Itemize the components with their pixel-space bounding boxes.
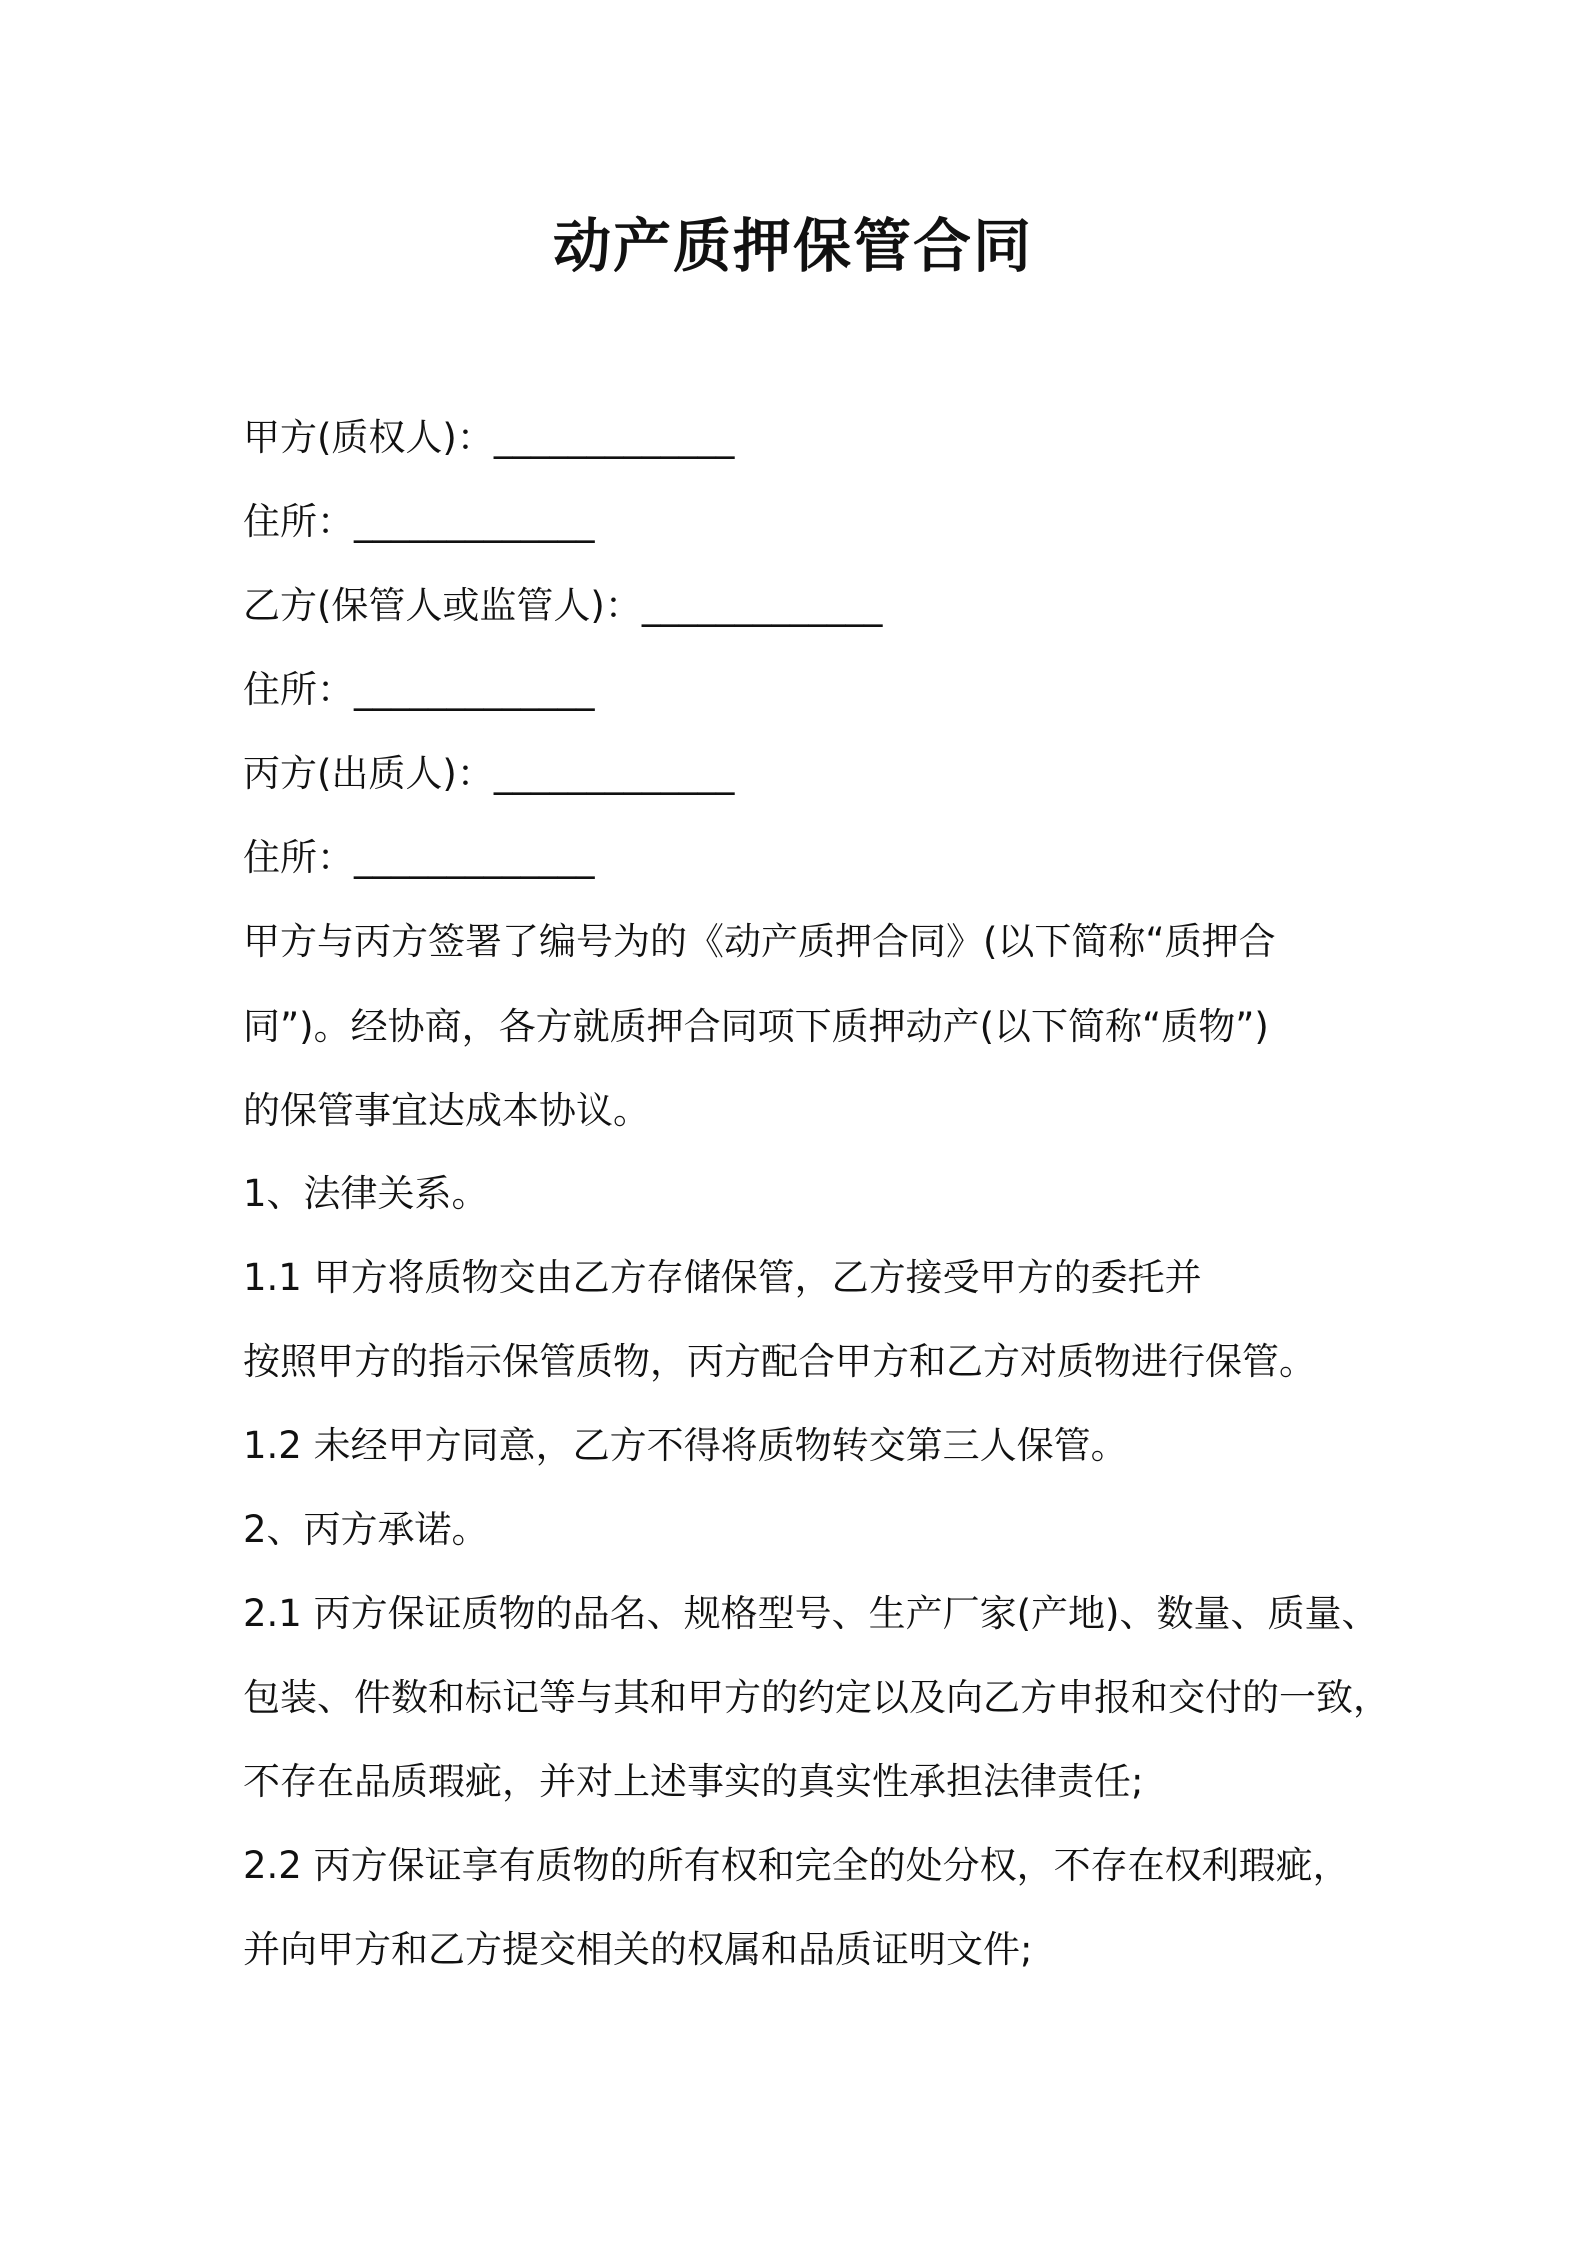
section-2-heading: 2、丙方承诺。: [243, 1508, 489, 1551]
clause-2-2-line: 2.2 丙方保证享有质物的所有权和完全的处分权，不存在权利瑕疵，: [243, 1844, 1350, 1887]
section-1-heading: 1、法律关系。: [243, 1172, 489, 1215]
party-c-line: 丙方(出质人)：_____________: [243, 752, 735, 795]
clause-2-2-line: 并向甲方和乙方提交相关的权属和品质证明文件;: [243, 1928, 1033, 1971]
clause-2-1-line: 不存在品质瑕疵，并对上述事实的真实性承担法律责任;: [243, 1760, 1144, 1803]
document-title: 动产质押保管合同: [552, 212, 1033, 280]
party-b-address-line: 住所：_____________: [243, 668, 595, 711]
clause-1-1-line: 按照甲方的指示保管质物，丙方配合甲方和乙方对质物进行保管。: [243, 1340, 1316, 1383]
party-a-line: 甲方(质权人)：_____________: [243, 416, 735, 459]
party-a-address-line: 住所：_____________: [243, 500, 595, 543]
party-b-line: 乙方(保管人或监管人)：_____________: [243, 584, 883, 627]
clause-1-2-line: 1.2 未经甲方同意，乙方不得将质物转交第三人保管。: [243, 1424, 1128, 1467]
clause-2-1-line: 包装、件数和标记等与其和甲方的约定以及向乙方申报和交付的一致，: [243, 1676, 1390, 1719]
intro-paragraph-line: 同”)。经协商，各方就质押合同项下质押动产(以下简称“质物”): [243, 1005, 1269, 1048]
intro-paragraph-line: 的保管事宜达成本协议。: [243, 1089, 650, 1132]
clause-2-1-line: 2.1 丙方保证质物的品名、规格型号、生产厂家(产地)、数量、质量、: [243, 1592, 1379, 1635]
party-c-address-line: 住所：_____________: [243, 836, 595, 879]
clause-1-1-line: 1.1 甲方将质物交由乙方存储保管，乙方接受甲方的委托并: [243, 1256, 1202, 1299]
intro-paragraph-line: 甲方与丙方签署了编号为的《动产质押合同》(以下简称“质押合: [243, 920, 1276, 963]
